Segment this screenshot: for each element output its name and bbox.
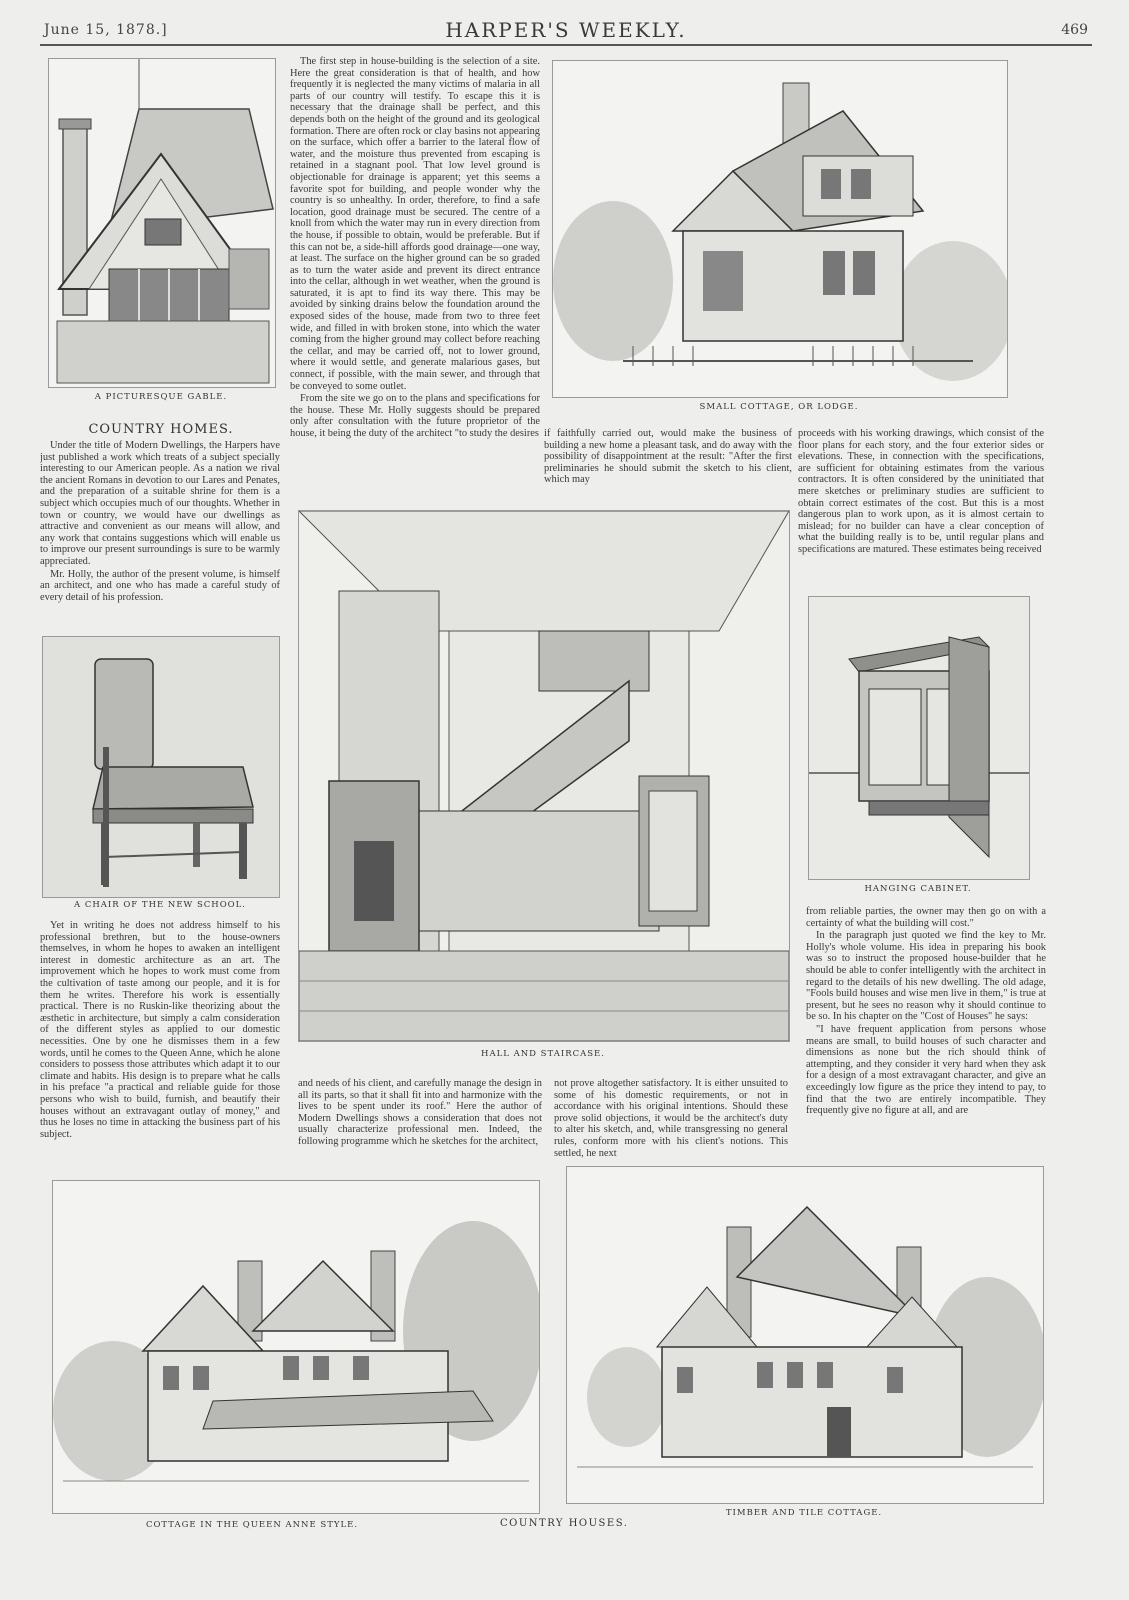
caption-queen-anne: COTTAGE IN THE QUEEN ANNE STYLE. — [145, 1520, 359, 1530]
paragraph: and needs of his client, and carefully manage the design in all its parts, so that it shall fit into and harmonize with the lives to be spent under its roof." Here the author of Modern Dwellings shows a consideration that does not usually characterize professional men. Indeed, the following programme which he sketches for the architect, — [298, 1078, 542, 1147]
caption-timber-tile: TIMBER AND TILE COTTAGE. — [725, 1508, 883, 1518]
page-section-title: COUNTRY HOUSES. — [500, 1518, 629, 1529]
header-rule — [40, 44, 1092, 46]
caption-gable: A PICTURESQUE GABLE. — [94, 392, 228, 402]
paragraph: Mr. Holly, the author of the present volume, is himself an architect, and one who has made a careful study of every detail of his profession. — [40, 568, 280, 603]
hanging-cabinet-illustration — [808, 596, 1030, 880]
paragraph: if faithfully carried out, would make the business of building a new home a pleasant task, and do away with the possibility of disappointment at the result: "After the first preliminaries he should submit the sketch to his client, which may — [544, 428, 792, 486]
article-column-2-bottom — [298, 1078, 542, 1166]
paragraph: In the paragraph just quoted we find the key to Mr. Holly's whole volume. His idea in preparing his book was so to instruct the proposed house-builder that he should be able to confer intelligently with the architect in regard to the details of his new dwelling. The old adage, "Fools build houses and wise men live in them," is true at present, but he sees no reason why it should continue to be so. In his chapter on the "Cost of Houses" he says: — [806, 930, 1046, 1023]
paragraph: Yet in writing he does not address himself to his professional brethren, but to the house-owners themselves, in whom he hopes to awaken an intelligent interest in domestic architecture as an art. The improvement which he hopes to work must come from the cultivation of taste among our people, and it is for them he writes. Therefore his work is essentially practical. There is no Ruskin-like theorizing about the æsthetic in architecture, but simply a calm consideration of the different styles as applied to our domestic necessities. One by one he dismisses them in a few words, until he comes to the Queen Anne, which he alone considers to possess those attributes which adapt it to our climate and habits. His design is to prepare what he calls in his preface "a practical and reliable guide for those persons who wish to build, furnish, and beautify their houses without an extravagant outlay of money," and thus he loses no time in attacking the business part of his subject. — [40, 920, 280, 1140]
article-column-3-bottom — [554, 1078, 788, 1166]
caption-chair: A CHAIR OF THE NEW SCHOOL. — [73, 900, 246, 910]
issue-date: June 15, 1878.] — [44, 22, 168, 38]
masthead-title: HARPER'S WEEKLY. — [445, 18, 687, 42]
paragraph: not prove altogether satisfactory. It is either unsuited to some of his domestic requirements, or not in accordance with his original intentions. Should these prove solid objections, it would be the architect's duty to alter his sketch, and, while transgressing no general rules, conform more with his client's notions. This settled, he next — [554, 1078, 788, 1159]
hall-staircase-illustration — [298, 510, 790, 1042]
page-number: 469 — [1061, 22, 1088, 38]
paragraph: "I have frequent application from persons whose means are small, to build houses of such character and dimensions as none but the rich should think of attempting, and they consider it very hard when they ask for a design of a most extravagant character, and give an exceedingly low figure as the price they intend to pay, to find that the two are entirely incompatible. They frequently give no figure at all, and are — [806, 1023, 1046, 1117]
queen-anne-cottage-illustration — [52, 1180, 540, 1514]
article-column-4-top — [798, 428, 1044, 580]
paragraph: Under the title of Modern Dwellings, the Harpers have just published a work which treats of a subject specially interesting to our American people. As a nation we rival the ancient Romans in devotion to our Lares and Penates, and the preparation of a suitable shrine for them is a subject which occupies much of our thoughts. Whether in town or country, we would have our dwellings as attractive and convenient as our means will allow, and any work that contains suggestions which will enable us to improve our present surroundings is sure to be warmly appreciated. — [40, 440, 280, 567]
paragraph: from reliable parties, the owner may then go on with a certainty of what the building will cost." — [806, 906, 1046, 929]
article-column-1-bottom — [40, 920, 280, 1142]
caption-cabinet: HANGING CABINET. — [864, 884, 972, 894]
article-column-3-top — [544, 428, 792, 496]
timber-tile-cottage-illustration — [566, 1166, 1044, 1504]
paragraph: The first step in house-building is the selection of a site. Here the great consideration is that of health, and how frequently it is neglected the many victims of malaria in all parts of our country will testify. To escape this it is necessary that the drainage shall be perfect, and this depends both on the height of the ground and its geological formation. There are often rock or clay basins not appearing on the surface, which offer a barrier to the lateral flow of water, and the moisture thus prevented from escaping is retained in a stagnant pool. That low level ground is objectionable for drainage is apparent; yet this seems a favorite spot for building, and people wonder why the country is so unhealthy. In order, therefore, to find a safe location, good drainage must be secured. The centre of a knoll from which the water may run in every direction from the house, if possible to obtain, would be preferable. But if this can not be, a side-hill affords good drainage—one way, at least. The surface on the higher ground can be so graded as to turn the water aside and prevent its direct entrance into the cellar, although in wet weather, when the ground is saturated, it is apt to find its way there. This may be avoided by sinking drains below the foundation around the exposed sides of the house, made from two to three feet wide, and filled in with broken stone, into which the water coming from the higher ground may collect before reaching the cellar, and may be carried off, not to lower ground, where it would settle, and generate malarious gases, but connect, if possible, with the main sewer, and through that be conveyed to some outlet. — [290, 56, 540, 392]
article-title: COUNTRY HOMES. — [88, 422, 234, 437]
caption-hall: HALL AND STAIRCASE. — [481, 1049, 605, 1059]
article-column-2-top — [290, 56, 540, 440]
article-column-1-top — [40, 440, 280, 620]
small-cottage-illustration — [552, 60, 1008, 398]
picturesque-gable-illustration — [48, 58, 276, 388]
paragraph: proceeds with his working drawings, which consist of the floor plans for each story, and the four exterior sides or elevations. These, in connection with the specifications, are sufficient for obtaining estimates from the various contractors. It is often considered by the uninitiated that mere sketches or preliminary studies are sufficient to obtain correct estimates of the cost. But this is a most dangerous plan to work upon, as it is almost certain to mislead; for no builder can have a clear conception of what the building really is to be, until regular plans and specifications are matured. These estimates being received — [798, 428, 1044, 555]
caption-small-cottage: SMALL COTTAGE, OR LODGE. — [699, 402, 859, 412]
article-column-4-bottom — [806, 906, 1046, 1146]
chair-illustration — [42, 636, 280, 898]
paragraph: From the site we go on to the plans and specifications for the house. These Mr. Holly suggests should be prepared only after consultation with the future proprietor of the house, it being the duty of the architect "to study the desires — [290, 393, 540, 439]
page-header — [40, 18, 1092, 42]
